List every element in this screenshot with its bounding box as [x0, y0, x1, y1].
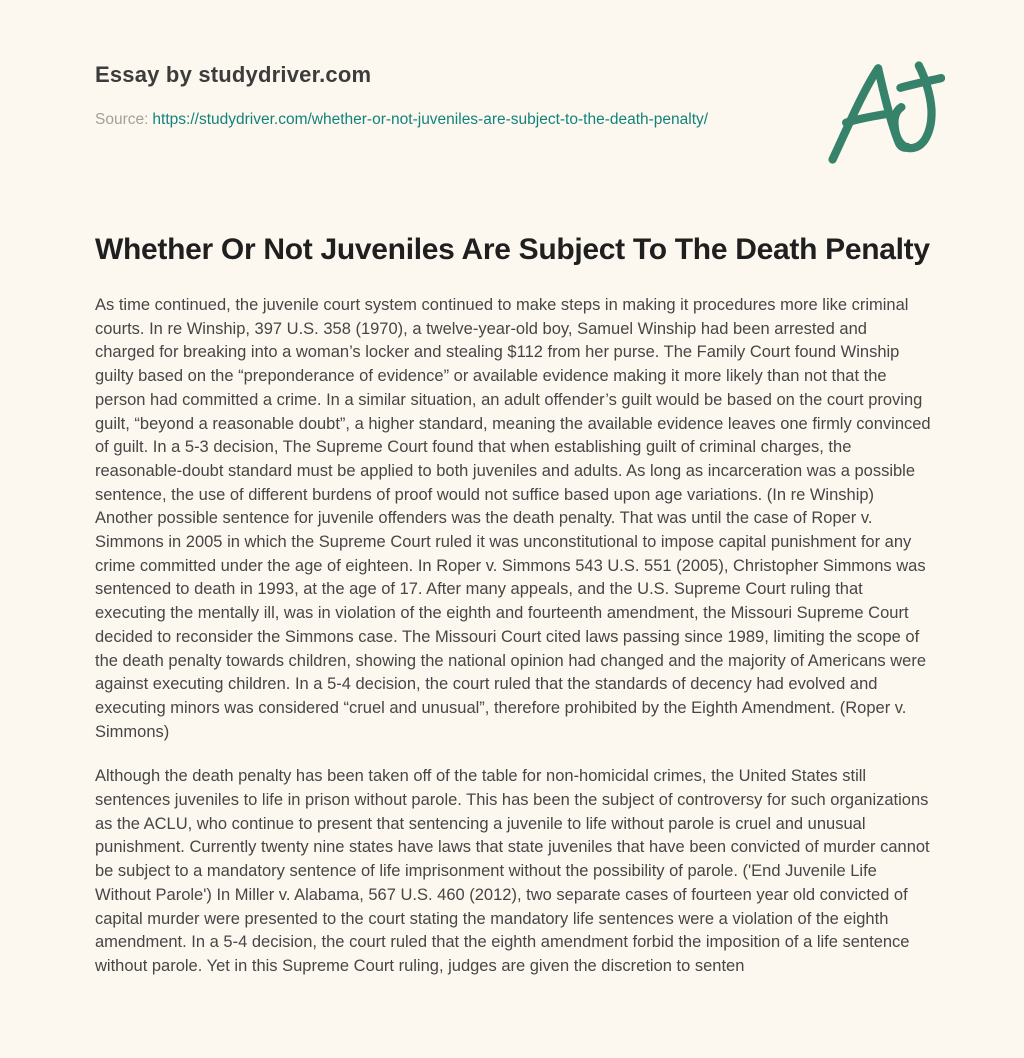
source-label: Source:: [95, 111, 149, 128]
essay-byline: Essay by studydriver.com: [95, 62, 372, 87]
essay-body: [95, 294, 931, 979]
a-plus-logo-icon: [819, 58, 945, 168]
essay-paragraph-1: As time continued, the juvenile court system continued to make steps in making it procedures more like criminal courts. In re Winship, 397 U.S. 358 (1970), a twelve-year-old boy, Samuel Winship had been arrested and charged for breaking into a woman’s locker and stealing $112 from her purse. The Family Court found Winship guilty based on the “preponderance of evidence” or available evidence making it more likely than not that the person had committed a crime. In a similar situation, an adult offender’s guilt would be based on the court proving guilt, “beyond a reasonable doubt”, a higher standard, meaning the available evidence leaves one firmly convinced of guilt. In a 5-3 decision, The Supreme Court found that when establishing guilt of criminal charges, the reasonable-doubt standard must be applied to both juveniles and adults. As long as incarceration was a possible sentence, the use of different burdens of proof would not suffice based upon age variations. (In re Winship) Another possible sentence for juvenile offenders was the death penalty. That was until the case of Roper v. Simmons in 2005 in which the Supreme Court ruled it was unconstitutional to impose capital punishment for any crime committed under the age of eighteen. In Roper v. Simmons 543 U.S. 551 (2005), Christopher Simmons was sentenced to death in 1993, at the age of 17. After many appeals, and the U.S. Supreme Court ruling that executing the mentally ill, was in violation of the eighth and fourteenth amendment, the Missouri Supreme Court decided to reconsider the Simmons case. The Missouri Court cited laws passing since 1989, limiting the scope of the death penalty towards children, showing the national opinion had changed and the majority of Americans were against executing children. In a 5-4 decision, the court ruled that the standards of decency had evolved and executing minors was considered “cruel and unusual”, therefore prohibited by the Eighth Amendment. (Roper v. Simmons): [95, 296, 931, 741]
essay-title: Whether Or Not Juveniles Are Subject To The Death Penalty: [95, 233, 930, 266]
studydriver-logo: [819, 58, 945, 168]
essay-paragraph-2: Although the death penalty has been taken off of the table for non-homicidal crimes, the United States still sentences juveniles to life in prison without parole. This has been the subject of controversy for such organizations as the ACLU, who continue to present that sentencing a juvenile to life without parole is cruel and unusual punishment. Currently twenty nine states have laws that state juveniles that have been convicted of murder cannot be subject to a mandatory sentence of life imprisonment without the possibility of parole. ('End Juvenile Life Without Parole') In Miller v. Alabama, 567 U.S. 460 (2012), two separate cases of fourteen year old convicted of capital murder were presented to the court stating the mandatory life sentences were a violation of the eighth amendment. In a 5-4 decision, the court ruled that the eighth amendment forbid the imposition of a life sentence without parole. Yet in this Supreme Court ruling, judges are given the discretion to senten: [95, 767, 930, 975]
page-header: [95, 62, 929, 134]
source-line: [95, 106, 740, 134]
source-link[interactable]: https://studydriver.com/whether-or-not-juveniles-are-subject-to-the-death-penalty/: [152, 111, 709, 128]
